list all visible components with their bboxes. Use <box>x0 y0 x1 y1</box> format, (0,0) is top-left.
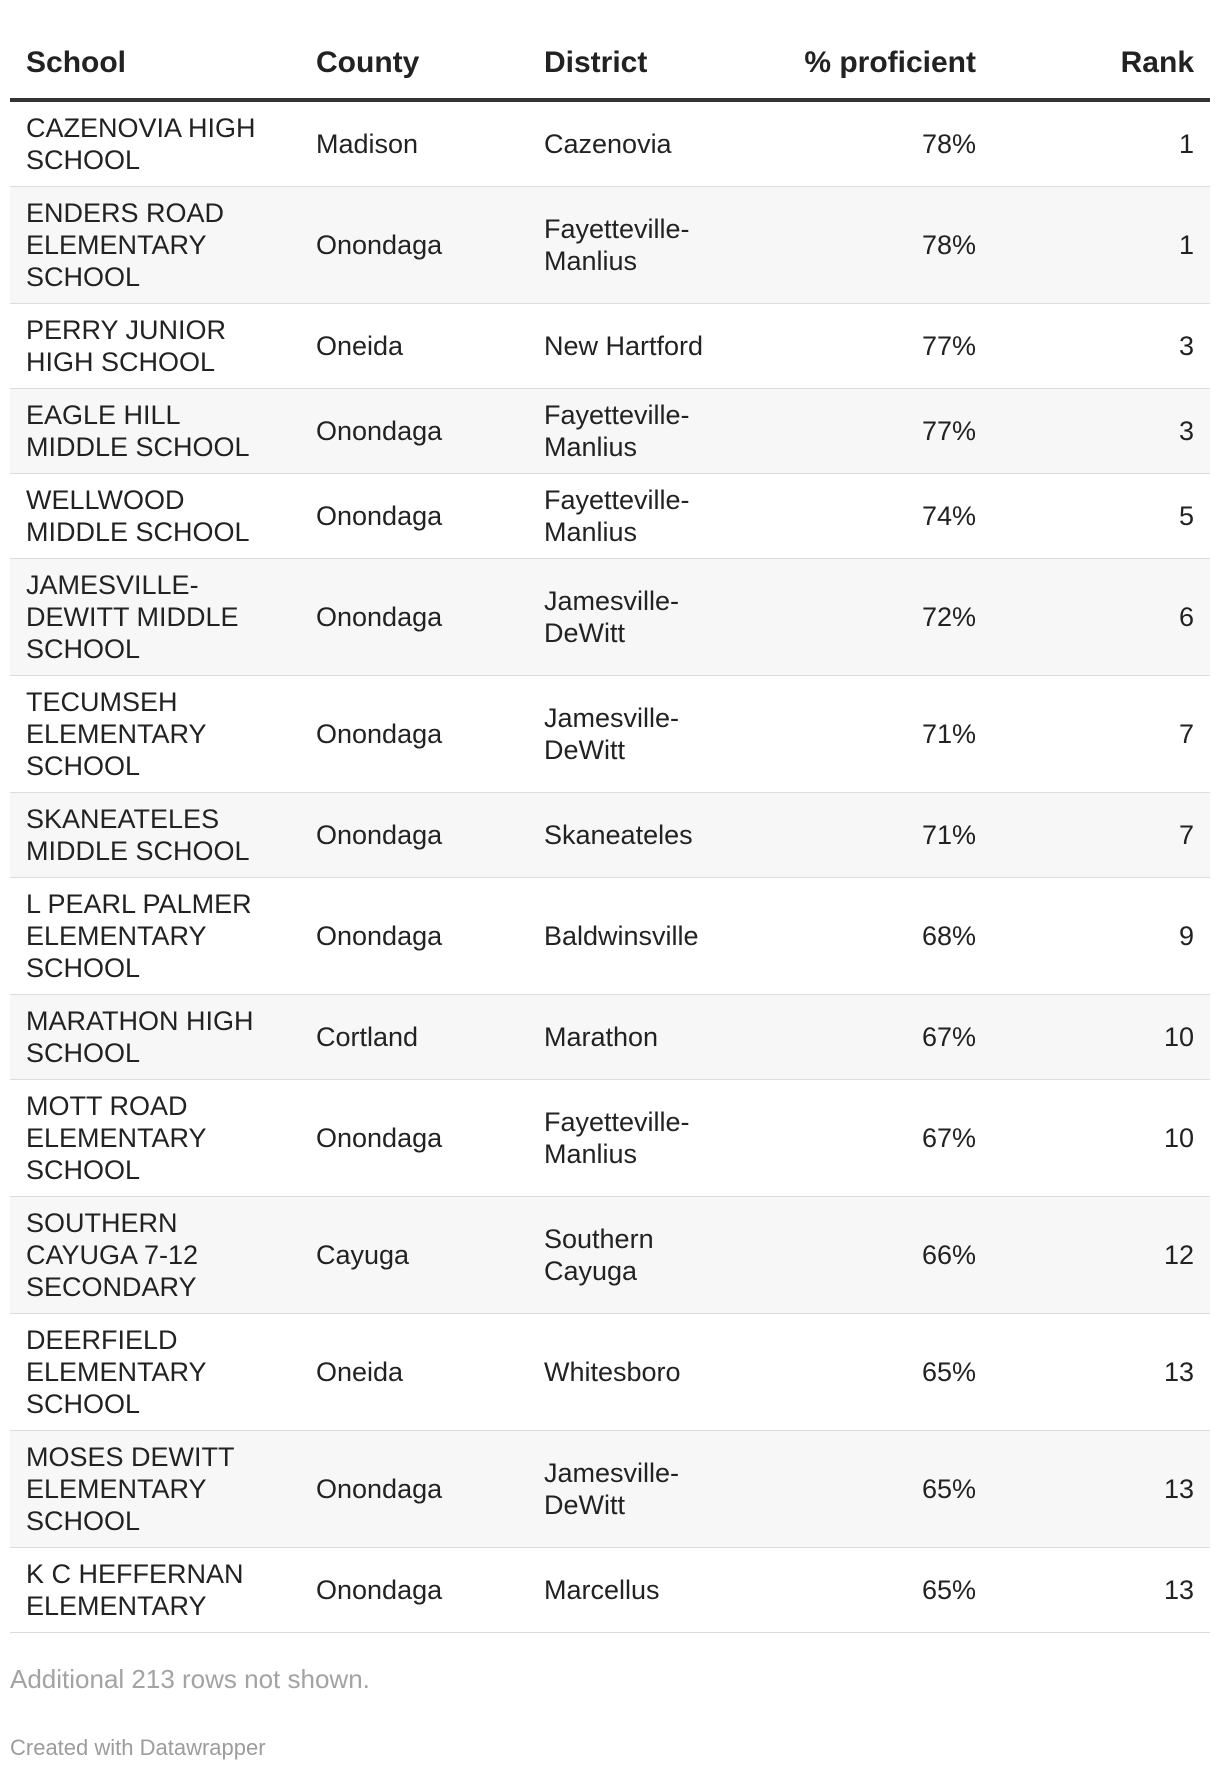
cell-district: Jamesville-DeWitt <box>528 559 734 676</box>
table-row <box>10 187 1210 304</box>
cell-rank: 1 <box>992 187 1210 304</box>
cell-district: Whitesboro <box>528 1314 734 1431</box>
cell-proficient: 65% <box>734 1548 992 1633</box>
cell-district: Marathon <box>528 995 734 1080</box>
table-row <box>10 1197 1210 1314</box>
cell-county: Cortland <box>300 995 528 1080</box>
table-row <box>10 559 1210 676</box>
cell-proficient: 78% <box>734 100 992 187</box>
column-header-rank[interactable]: Rank <box>992 28 1210 100</box>
cell-county: Onondaga <box>300 793 528 878</box>
cell-proficient: 67% <box>734 995 992 1080</box>
table-row <box>10 1314 1210 1431</box>
column-header-county[interactable]: County <box>300 28 528 100</box>
cell-district: Cazenovia <box>528 100 734 187</box>
table-row <box>10 389 1210 474</box>
table-row <box>10 1431 1210 1548</box>
cell-county: Onondaga <box>300 559 528 676</box>
cell-county: Onondaga <box>300 878 528 995</box>
cell-rank: 6 <box>992 559 1210 676</box>
cell-county: Onondaga <box>300 389 528 474</box>
cell-county: Oneida <box>300 1314 528 1431</box>
cell-school: WELLWOOD MIDDLE SCHOOL <box>10 474 300 559</box>
table-row <box>10 304 1210 389</box>
cell-district: Fayetteville-Manlius <box>528 187 734 304</box>
cell-proficient: 65% <box>734 1314 992 1431</box>
cell-rank: 13 <box>992 1314 1210 1431</box>
cell-district: New Hartford <box>528 304 734 389</box>
table-row <box>10 1080 1210 1197</box>
table-row <box>10 995 1210 1080</box>
cell-rank: 9 <box>992 878 1210 995</box>
datawrapper-credit: Created with Datawrapper <box>10 1735 266 1760</box>
cell-proficient: 71% <box>734 793 992 878</box>
header-row <box>10 28 1210 100</box>
cell-county: Onondaga <box>300 1548 528 1633</box>
cell-district: Jamesville-DeWitt <box>528 676 734 793</box>
table-row <box>10 793 1210 878</box>
cell-school: CAZENOVIA HIGH SCHOOL <box>10 100 300 187</box>
cell-district: Marcellus <box>528 1548 734 1633</box>
cell-county: Cayuga <box>300 1197 528 1314</box>
cell-school: K C HEFFERNAN ELEMENTARY <box>10 1548 300 1633</box>
cell-proficient: 66% <box>734 1197 992 1314</box>
cell-rank: 12 <box>992 1197 1210 1314</box>
table-row <box>10 100 1210 187</box>
table-body <box>10 100 1210 1633</box>
cell-proficient: 68% <box>734 878 992 995</box>
cell-proficient: 78% <box>734 187 992 304</box>
cell-school: EAGLE HILL MIDDLE SCHOOL <box>10 389 300 474</box>
cell-school: MOTT ROAD ELEMENTARY SCHOOL <box>10 1080 300 1197</box>
cell-rank: 10 <box>992 995 1210 1080</box>
cell-district: Jamesville-DeWitt <box>528 1431 734 1548</box>
cell-proficient: 74% <box>734 474 992 559</box>
table-notes: Additional 213 rows not shown. <box>10 1664 370 1694</box>
cell-county: Onondaga <box>300 474 528 559</box>
cell-county: Onondaga <box>300 676 528 793</box>
cell-rank: 3 <box>992 389 1210 474</box>
cell-school: ENDERS ROAD ELEMENTARY SCHOOL <box>10 187 300 304</box>
cell-county: Onondaga <box>300 1080 528 1197</box>
cell-proficient: 67% <box>734 1080 992 1197</box>
cell-rank: 7 <box>992 676 1210 793</box>
table-row <box>10 474 1210 559</box>
cell-school: MOSES DEWITT ELEMENTARY SCHOOL <box>10 1431 300 1548</box>
table-row <box>10 676 1210 793</box>
cell-school: L PEARL PALMER ELEMENTARY SCHOOL <box>10 878 300 995</box>
cell-proficient: 71% <box>734 676 992 793</box>
cell-school: SKANEATELES MIDDLE SCHOOL <box>10 793 300 878</box>
cell-proficient: 72% <box>734 559 992 676</box>
cell-district: Fayetteville-Manlius <box>528 1080 734 1197</box>
cell-district: Fayetteville-Manlius <box>528 389 734 474</box>
school-ranking-table <box>10 28 1210 1633</box>
cell-county: Onondaga <box>300 187 528 304</box>
table-row <box>10 878 1210 995</box>
cell-district: Skaneateles <box>528 793 734 878</box>
cell-district: Southern Cayuga <box>528 1197 734 1314</box>
cell-district: Fayetteville-Manlius <box>528 474 734 559</box>
cell-rank: 7 <box>992 793 1210 878</box>
cell-rank: 13 <box>992 1548 1210 1633</box>
cell-school: MARATHON HIGH SCHOOL <box>10 995 300 1080</box>
cell-proficient: 65% <box>734 1431 992 1548</box>
cell-district: Baldwinsville <box>528 878 734 995</box>
cell-rank: 1 <box>992 100 1210 187</box>
cell-rank: 13 <box>992 1431 1210 1548</box>
cell-rank: 5 <box>992 474 1210 559</box>
cell-county: Oneida <box>300 304 528 389</box>
cell-proficient: 77% <box>734 389 992 474</box>
cell-county: Onondaga <box>300 1431 528 1548</box>
cell-school: DEERFIELD ELEMENTARY SCHOOL <box>10 1314 300 1431</box>
cell-school: TECUMSEH ELEMENTARY SCHOOL <box>10 676 300 793</box>
table-row <box>10 1548 1210 1633</box>
column-header-school[interactable]: School <box>10 28 300 100</box>
column-header-district[interactable]: District <box>528 28 734 100</box>
cell-county: Madison <box>300 100 528 187</box>
cell-proficient: 77% <box>734 304 992 389</box>
cell-rank: 3 <box>992 304 1210 389</box>
cell-school: PERRY JUNIOR HIGH SCHOOL <box>10 304 300 389</box>
cell-rank: 10 <box>992 1080 1210 1197</box>
column-header-proficient[interactable]: % proficient <box>734 28 992 100</box>
cell-school: JAMESVILLE-DEWITT MIDDLE SCHOOL <box>10 559 300 676</box>
cell-school: SOUTHERN CAYUGA 7-12 SECONDARY <box>10 1197 300 1314</box>
